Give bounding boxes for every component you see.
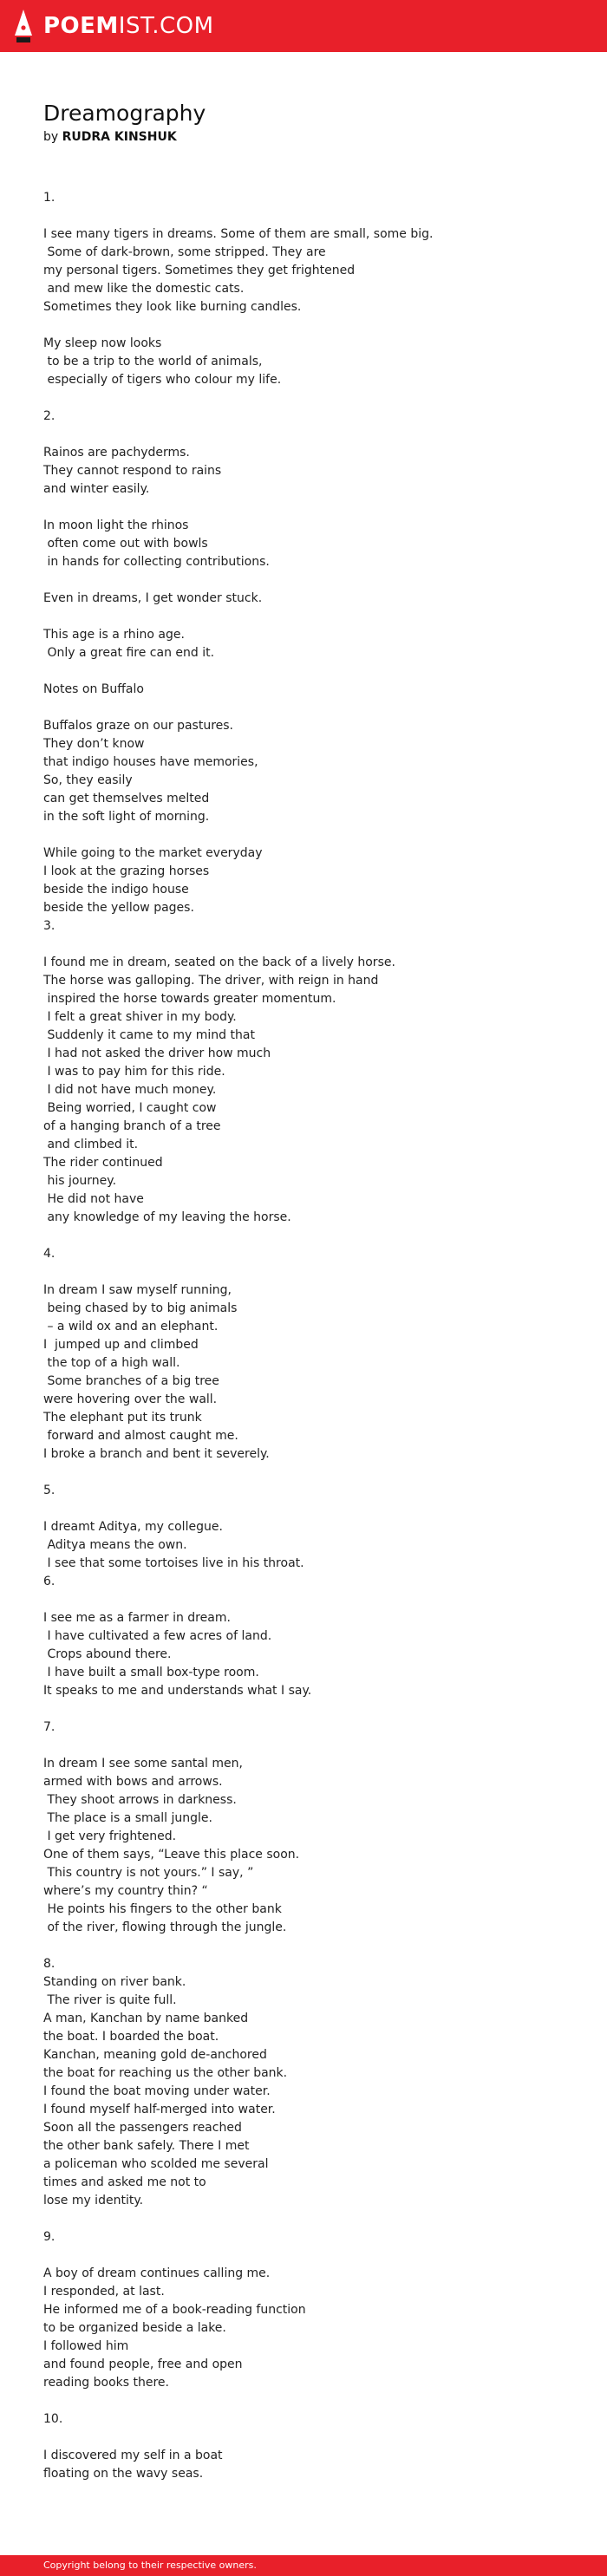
poem-line: lose my identity. — [43, 2194, 144, 2208]
poem-line: They shoot arrows in darkness. — [43, 1793, 237, 1807]
poem-line: This age is a rhino age. — [43, 628, 185, 642]
poem-line: I followed him — [43, 2339, 129, 2353]
poem-line: and winter easily. — [43, 482, 150, 496]
poem-line: In dream I see some santal men, — [43, 1757, 243, 1771]
poem-line: Only a great fire can end it. — [43, 646, 215, 660]
poem-line: I had not asked the driver how much — [43, 1047, 271, 1060]
poem-line: in the soft light of morning. — [43, 810, 210, 824]
poem-line: I discovered my self in a boat — [43, 2449, 223, 2462]
poem-line — [43, 826, 433, 845]
poem-line: I found the boat moving under water. — [43, 2084, 271, 2098]
poem-line — [43, 499, 433, 517]
site-header — [0, 0, 607, 52]
poem-line — [43, 1737, 433, 1755]
poem-line: and mew like the domestic cats. — [43, 282, 245, 296]
poem-line: I dreamt Aditya, my collegue. — [43, 1520, 223, 1534]
poem-line: I look at the grazing horses — [43, 864, 210, 878]
poem-line: I see me as a farmer in dream. — [43, 1611, 231, 1625]
poem-line: Soon all the passengers reached — [43, 2121, 242, 2135]
poem-line — [43, 1500, 433, 1518]
poem-line: Being worried, I caught cow — [43, 1101, 217, 1115]
poem-line: The river is quite full. — [43, 1993, 177, 2007]
poem-line: of a hanging branch of a tree — [43, 1119, 221, 1133]
poem-line: times and asked me not to — [43, 2175, 206, 2189]
poem-line — [43, 1700, 433, 1718]
poem-line: He informed me of a book-reading function — [43, 2303, 306, 2317]
poem-line: especially of tigers who colour my life. — [43, 373, 282, 387]
poem-line: Suddenly it came to my mind that — [43, 1028, 255, 1042]
poem-line: Some branches of a big tree — [43, 1374, 219, 1388]
poem-line: It speaks to me and understands what I say. — [43, 1684, 312, 1698]
author-name[interactable]: RUDRA KINSHUK — [62, 130, 177, 144]
poem-line — [43, 608, 433, 626]
poem-line: the boat. I boarded the boat. — [43, 2030, 219, 2044]
poem-line: beside the indigo house — [43, 883, 189, 897]
poem-line — [43, 2247, 433, 2265]
poem-line: 6. — [43, 1575, 55, 1588]
poem-line: 4. — [43, 1247, 55, 1261]
logo-text-bold: POEM — [43, 13, 119, 39]
poem-line: where’s my country thin? “ — [43, 1884, 208, 1898]
poem-line: that indigo houses have memories, — [43, 755, 258, 769]
poem-line: in hands for collecting contributions. — [43, 555, 270, 569]
poem-line: They cannot respond to rains — [43, 464, 222, 478]
poem-line: beside the yellow pages. — [43, 901, 194, 915]
poem-line: to be organized beside a lake. — [43, 2321, 226, 2335]
poem-line: In dream I saw myself running, — [43, 1283, 232, 1297]
poem-line: 2. — [43, 409, 55, 423]
poem-line: Kanchan, meaning gold de-anchored — [43, 2048, 267, 2062]
poem-line: a policeman who scolded me several — [43, 2157, 269, 2171]
poem-line: often come out with bowls — [43, 537, 208, 551]
site-logo[interactable] — [43, 13, 214, 39]
poem-line: to be a trip to the world of animals, — [43, 355, 263, 368]
poem-line: One of them says, “Leave this place soon. — [43, 1848, 300, 1862]
site-footer — [0, 2555, 607, 2576]
poem-line: While going to the market everyday — [43, 846, 263, 860]
poem-line: and climbed it. — [43, 1138, 139, 1151]
poem-line — [43, 699, 433, 717]
poem-line: In moon light the rhinos — [43, 518, 189, 532]
poem-line: He did not have — [43, 1192, 144, 1206]
poem-line: Notes on Buffalo — [43, 682, 144, 696]
copyright-text: Copyright belong to their respective owners. — [43, 2560, 257, 2571]
poem-line: The rider continued — [43, 1156, 163, 1170]
poem-line: 9. — [43, 2230, 55, 2244]
poem-line: He points his fingers to the other bank — [43, 1902, 282, 1916]
poem-line: 10. — [43, 2412, 63, 2426]
poem-line: I found myself half-merged into water. — [43, 2103, 276, 2116]
poem-line: his journey. — [43, 1174, 117, 1188]
poem-line: floating on the wavy seas. — [43, 2467, 204, 2481]
poem-line: I broke a branch and bent it severely. — [43, 1447, 270, 1461]
poem-line: and found people, free and open — [43, 2358, 243, 2371]
byline — [43, 130, 177, 144]
poem-line: 5. — [43, 1484, 55, 1497]
poem-line: 1. — [43, 191, 55, 205]
poem-line: I did not have much money. — [43, 1083, 217, 1097]
poem-line: I jumped up and climbed — [43, 1338, 199, 1352]
poem-line: being chased by to big animals — [43, 1301, 238, 1315]
poem-line: forward and almost caught me. — [43, 1429, 238, 1443]
poem-line: So, they easily — [43, 773, 133, 787]
poem-line: any knowledge of my leaving the horse. — [43, 1210, 291, 1224]
poem-line — [43, 2392, 433, 2410]
poem-line: Rainos are pachyderms. — [43, 446, 190, 460]
poem-line: Sometimes they look like burning candles. — [43, 300, 302, 314]
poem-line: inspired the horse towards greater momentum. — [43, 992, 336, 1006]
poem-line: Standing on river bank. — [43, 1975, 186, 1989]
poem-line: 7. — [43, 1720, 55, 1734]
poem-line: Aditya means the own. — [43, 1538, 187, 1552]
poem-body — [43, 189, 433, 2483]
poem-line — [43, 316, 433, 335]
poem-line: of the river, flowing through the jungle. — [43, 1921, 287, 1934]
poem-line: I found me in dream, seated on the back of a lively horse. — [43, 955, 395, 969]
poem-line — [43, 1227, 433, 1245]
poem-line: reading books there. — [43, 2376, 169, 2390]
poem-line — [43, 2210, 433, 2228]
poem-line: can get themselves melted — [43, 792, 210, 805]
poem-line: A man, Kanchan by name banked — [43, 2012, 249, 2025]
poem-line — [43, 571, 433, 590]
poem-line: the top of a high wall. — [43, 1356, 180, 1370]
poem-line: – a wild ox and an elephant. — [43, 1320, 219, 1334]
poem-line: I have cultivated a few acres of land. — [43, 1629, 272, 1643]
poem-line: I responded, at last. — [43, 2285, 165, 2299]
poem-line: The place is a small jungle. — [43, 1811, 212, 1825]
poem-line — [43, 426, 433, 444]
poem-line: were hovering over the wall. — [43, 1392, 218, 1406]
poem-line: They don’t know — [43, 737, 145, 751]
pen-nib-icon — [14, 9, 33, 43]
poem-line — [43, 389, 433, 408]
byline-prefix: by — [43, 130, 62, 144]
poem-line — [43, 1464, 433, 1482]
logo-text-light: IST.COM — [118, 13, 214, 39]
poem-line: 8. — [43, 1957, 55, 1971]
poem-line: the other bank safely. There I met — [43, 2139, 250, 2153]
poem-line: Buffalos graze on our pastures. — [43, 719, 233, 733]
poem-line: I see many tigers in dreams. Some of them are small, some big. — [43, 227, 434, 241]
poem-line — [43, 2429, 433, 2447]
poem-line: I get very frightened. — [43, 1829, 177, 1843]
poem-line — [43, 1937, 433, 1955]
poem-line: A boy of dream continues calling me. — [43, 2266, 271, 2280]
poem-line: Some of dark-brown, some stripped. They are — [43, 245, 326, 259]
poem-line — [43, 1263, 433, 1281]
poem-line — [43, 1591, 433, 1609]
poem-line: Even in dreams, I get wonder stuck. — [43, 591, 263, 605]
poem-line — [43, 936, 433, 954]
poem-line: The elephant put its trunk — [43, 1411, 202, 1425]
poem-line: This country is not yours.” I say, ” — [43, 1866, 254, 1880]
poem-line: I have built a small box-type room. — [43, 1666, 259, 1679]
poem-line: I was to pay him for this ride. — [43, 1065, 225, 1079]
poem-line: armed with bows and arrows. — [43, 1775, 223, 1789]
poem-line — [43, 662, 433, 681]
poem-line: I felt a great shiver in my body. — [43, 1010, 237, 1024]
poem-line — [43, 207, 433, 225]
poem-line: my personal tigers. Sometimes they get frightened — [43, 264, 356, 277]
poem-line: 3. — [43, 919, 55, 933]
poem-line: I see that some tortoises live in his throat. — [43, 1556, 304, 1570]
poem-line: My sleep now looks — [43, 336, 162, 350]
poem-title: Dreamography — [43, 101, 206, 126]
poem-line: Crops abound there. — [43, 1647, 172, 1661]
poem-line: the boat for reaching us the other bank. — [43, 2066, 288, 2080]
poem-line: The horse was galloping. The driver, with reign in hand — [43, 974, 379, 988]
